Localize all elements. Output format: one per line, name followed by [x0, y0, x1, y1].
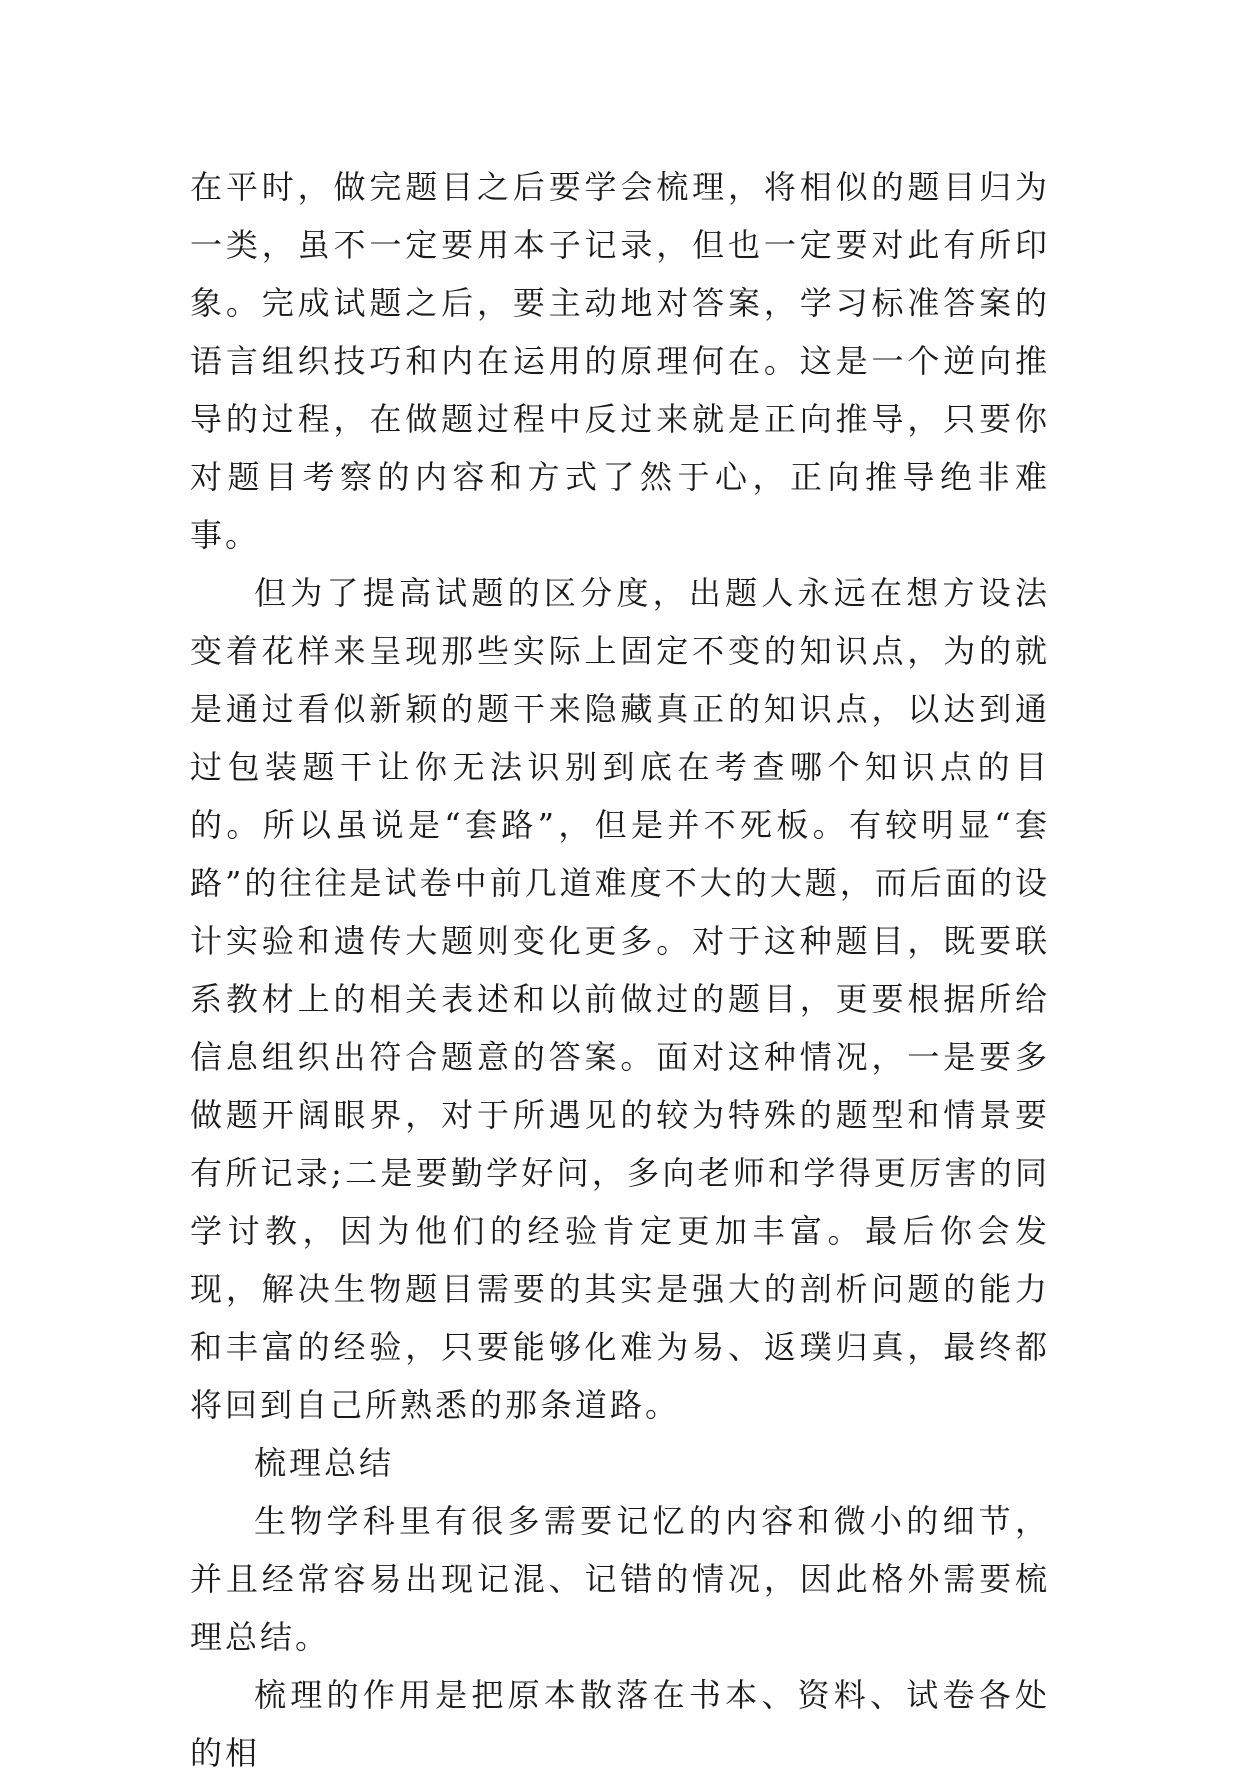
paragraph-3: 生物学科里有很多需要记忆的内容和微小的细节，并且经常容易出现记混、记错的情况，因此格外需要梳理总结。	[190, 1502, 1050, 1656]
document-body	[190, 158, 1050, 1782]
section-heading: 梳理总结	[254, 1444, 395, 1482]
paragraph-4: 梳理的作用是把原本散落在书本、资料、试卷各处的相	[190, 1676, 1050, 1772]
paragraph-2: 但为了提高试题的区分度，出题人永远在想方设法变着花样来呈现那些实际上固定不变的知识点，为的就是通过看似新颖的题干来隐藏真正的知识点，以达到通过包装题干让你无法识别到底在考查哪个知识点的目的。所以虽说是“套路”，但是并不死板。有较明显“套路”的往往是试卷中前几道难度不大的大题，而后面的设计实验和遗传大题则变化更多。对于这种题目，既要联系教材上的相关表述和以前做过的题目，更要根据所给信息组织出符合题意的答案。面对这种情况，一是要多做题开阔眼界，对于所遇见的较为特殊的题型和情景要有所记录;二是要勤学好问，多向老师和学得更厉害的同学讨教，因为他们的经验肯定更加丰富。最后你会发现，解决生物题目需要的其实是强大的剖析问题的能力和丰富的经验，只要能够化难为易、返璞归真，最终都将回到自己所熟悉的那条道路。	[190, 574, 1050, 1424]
paragraph-1: 在平时，做完题目之后要学会梳理，将相似的题目归为一类，虽不一定要用本子记录，但也一定要对此有所印象。完成试题之后，要主动地对答案，学习标准答案的语言组织技巧和内在运用的原理何在。这是一个逆向推导的过程，在做题过程中反过来就是正向推导，只要你对题目考察的内容和方式了然于心，正向推导绝非难事。	[190, 168, 1050, 554]
